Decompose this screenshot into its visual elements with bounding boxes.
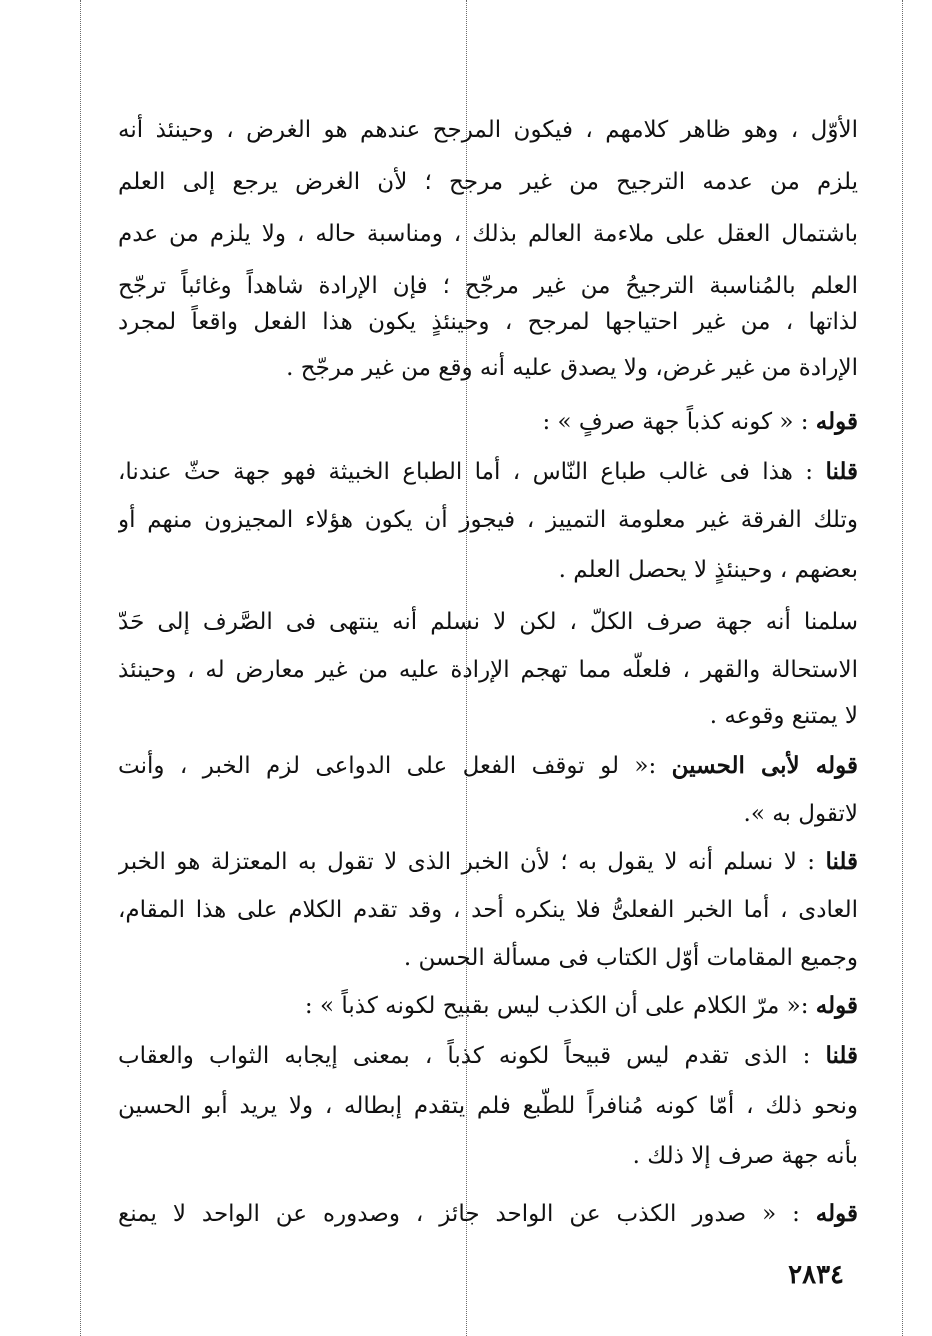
text-line: يلزم من عدمه الترجيح من غير مرجح ؛ لأن الغرض يرجع إلى العلم [118, 169, 858, 195]
text-line: وجميع المقامات أوّل الكتاب فى مسألة الحسن . [403, 945, 858, 971]
text-line: الاستحالة والقهر ، فلعلّه مما تهجم الإرادة عليه من غير معارض له ، وحينئذ [118, 657, 858, 683]
text-line: الأوّل ، وهو ظاهر كلامهم ، فيكون المرجح عندهم هو الغرض ، وحينئذ أنه [118, 117, 858, 143]
text-line: العادى ، أما الخبر الفعلىُّ فلا ينكره أحد ، وقد تقدم الكلام على هذا المقام، [118, 897, 858, 923]
text-line: لا يمتنع وقوعه . [709, 703, 858, 729]
text-line: الإرادة من غير غرض، ولا يصدق عليه أنه وقع من غير مرجّح . [286, 355, 858, 381]
text-line: قوله : « صدور الكذب عن الواحد جائز ، وصدوره عن الواحد لا يمنع [118, 1200, 858, 1227]
text-line: قلنا : الذى تقدم ليس قبيحاً لكونه كذباً ، بمعنى إيجابه الثواب والعقاب [118, 1042, 858, 1069]
text-line: قوله :« مرّ الكلام على أن الكذب ليس بقبيح لكونه كذباً » : [304, 992, 858, 1019]
text-line: باشتمال العقل على ملاءمة العالم بذلك ، ومناسبة حاله ، ولا يلزم من عدم [118, 221, 858, 247]
page-number: ٢٨٣٤ [788, 1260, 844, 1290]
text-line: ونحو ذلك ، أمّا كونه مُنافراً للطّبع فلم يتقدم إبطاله ، ولا يريد أبو الحسين [118, 1093, 858, 1119]
text-line: العلم بالمُناسبة الترجيحُ من غير مرجّح ؛ فإن الإرادة شاهداً وغائباً ترجّح [118, 273, 858, 299]
text-line: قلنا : هذا فى غالب طباع النّاس ، أما الطباع الخبيثة فهو جهة حثّ عندنا، [118, 458, 858, 485]
text-line: وتلك الفرقة غير معلومة التمييز ، فيجوز أن يكون هؤلاء المجيزون منهم أو [118, 507, 858, 533]
text-line: قوله لأبى الحسين :« لو توقف الفعل على الدواعى لزم الخبر ، وأنت [118, 752, 858, 779]
text-line: قلنا : لا نسلم أنه لا يقول به ؛ لأن الخبر الذى لا تقول به المعتزلة هو الخبر [118, 848, 858, 875]
text-line: لاتقول به ». [743, 801, 858, 827]
text-line: قوله : « كونه كذباً جهة صرفٍ » : [542, 408, 858, 435]
text-line: بأنه جهة صرف إلا ذلك . [632, 1143, 858, 1169]
text-line: لذاتها ، من غير احتياجها لمرجح ، وحينئذٍ يكون هذا الفعل واقعاً لمجرد [118, 309, 858, 335]
text-line: سلمنا أنه جهة صرف الكلّ ، لكن لا نسلم أنه ينتهى فى الصَّرف إلى حَدّ [118, 609, 858, 635]
text-line: بعضهم ، وحينئذٍ لا يحصل العلم . [558, 557, 858, 583]
